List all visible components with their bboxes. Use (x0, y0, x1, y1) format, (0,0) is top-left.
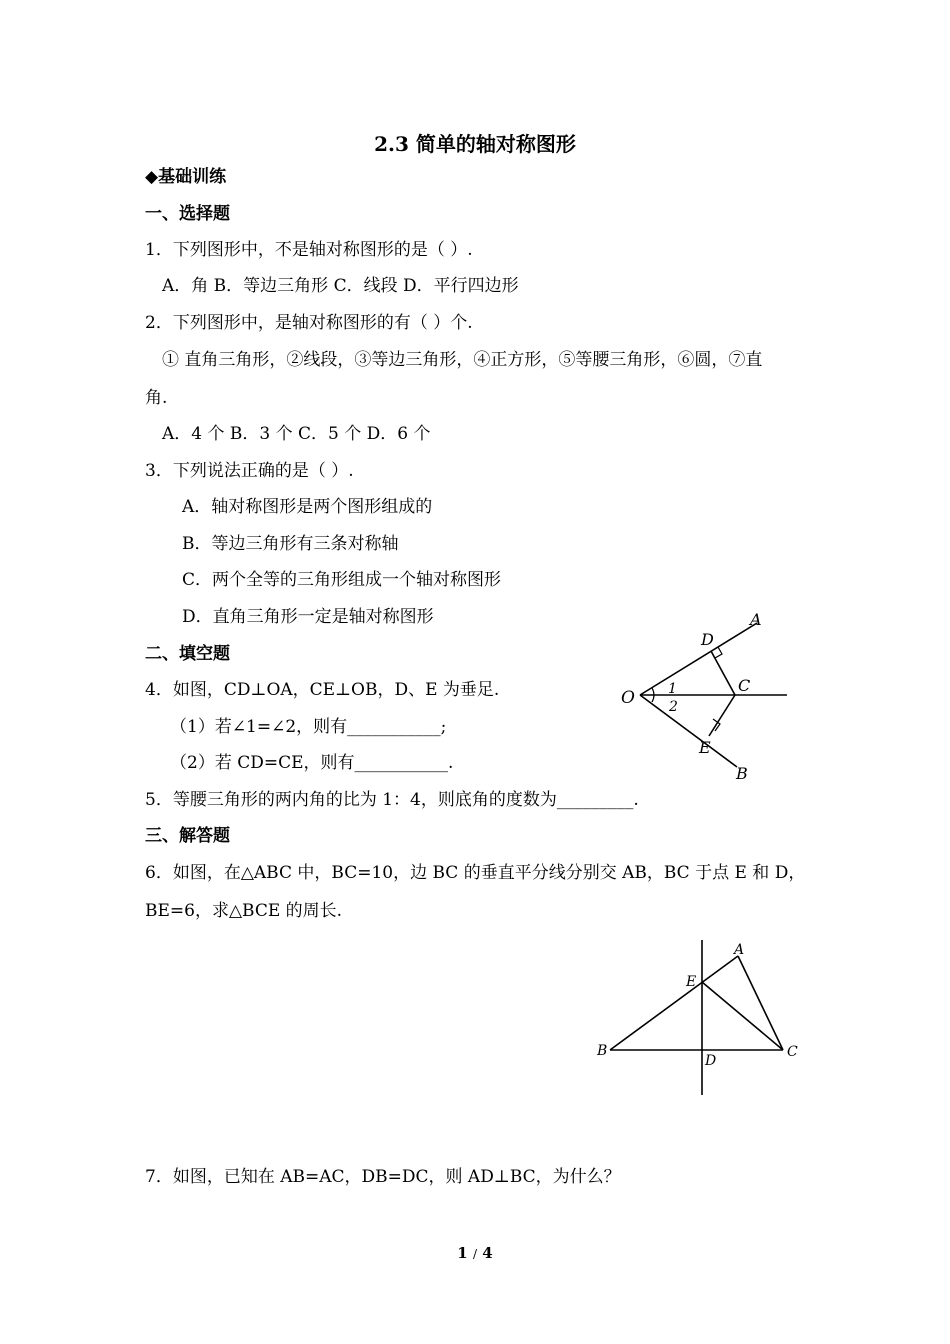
ray-ob (640, 695, 737, 767)
question-5: 5．等腰三角形的两内角的比为 1：4，则底角的度数为_________. (145, 790, 639, 810)
question-3-option-c: C．两个全等的三角形组成一个轴对称图形 (182, 570, 502, 590)
label-e: E (686, 974, 697, 990)
question-3-stem: 3．下列说法正确的是（ ）. (145, 461, 354, 481)
section-basic-training: ◆基础训练 (145, 167, 227, 187)
question-2-list-cont: 角. (145, 388, 168, 408)
page-separator: / (472, 1247, 478, 1261)
question-6-line-2: BE=6，求△BCE 的周长. (145, 901, 343, 921)
label-c: C (787, 1044, 798, 1060)
figure-angle-bisector (605, 605, 805, 795)
question-7: 7．如图，已知在 AB=AC，DB=DC，则 AD⊥BC，为什么？ (145, 1167, 621, 1187)
label-b: B (597, 1043, 608, 1059)
question-2-list: ① 直角三角形，②线段，③等边三角形，④正方形，⑤等腰三角形，⑥圆，⑦直 (162, 350, 763, 370)
segment-ba (610, 956, 738, 1050)
segment-ac (738, 956, 783, 1050)
question-2-options: A．4 个 B．3 个 C．5 个 D．6 个 (162, 424, 431, 444)
page-footer (0, 1244, 950, 1262)
question-3-option-b: B．等边三角形有三条对称轴 (182, 534, 399, 554)
label-b: B (736, 764, 748, 783)
heading-solve: 三、解答题 (145, 826, 230, 846)
label-a: A (734, 942, 745, 958)
segment-cd (711, 651, 735, 695)
label-angle-2: 2 (669, 699, 678, 715)
segment-ce (709, 695, 735, 736)
question-2-stem: 2．下列图形中，是轴对称图形的有（ ）个. (145, 313, 473, 333)
figure-triangle-bisector (590, 935, 815, 1105)
question-1-options: A．角 B．等边三角形 C．线段 D．平行四边形 (162, 276, 519, 296)
page-total: 4 (482, 1244, 493, 1262)
question-1-stem: 1．下列图形中，不是轴对称图形的是（ ）. (145, 240, 473, 260)
question-4-stem: 4．如图，CD⊥OA，CE⊥OB，D、E 为垂足. (145, 680, 500, 700)
label-c: C (738, 676, 751, 695)
question-4-sub-2: （2）若 CD=CE，则有___________. (170, 753, 454, 773)
label-o: O (621, 688, 635, 708)
label-angle-1: 1 (668, 681, 677, 697)
question-3-option-d: D．直角三角形一定是轴对称图形 (182, 607, 434, 627)
question-3-option-a: A．轴对称图形是两个图形组成的 (182, 497, 433, 517)
heading-fill-blank: 二、填空题 (145, 644, 230, 664)
label-e: E (699, 738, 711, 757)
page-number: 1 (457, 1244, 468, 1262)
heading-multiple-choice: 一、选择题 (145, 204, 230, 224)
question-4-sub-1: （1）若∠1=∠2，则有___________; (170, 717, 447, 737)
label-a: A (750, 610, 762, 629)
segment-ec (702, 982, 783, 1050)
page-title: 2.3 简单的轴对称图形 (374, 132, 576, 156)
question-6-line-1: 6．如图，在△ABC 中，BC=10，边 BC 的垂直平分线分别交 AB，BC 于点 E 和 D， (145, 863, 806, 883)
label-d: D (705, 1053, 717, 1069)
label-d: D (701, 630, 714, 649)
